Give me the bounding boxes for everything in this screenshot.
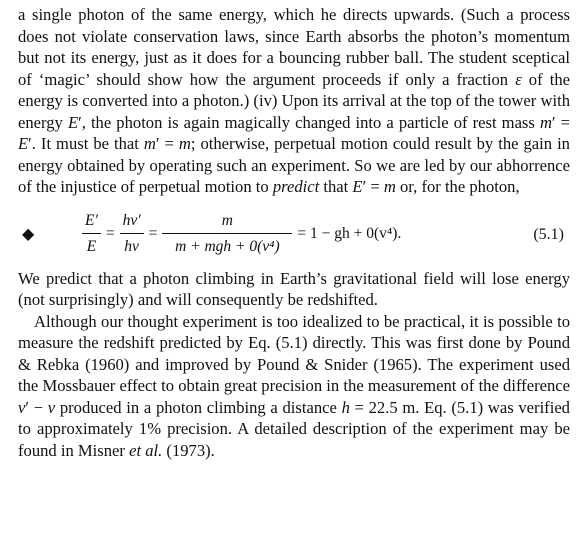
frac2-denominator: hν bbox=[124, 237, 139, 255]
frac3-numerator: m bbox=[162, 210, 292, 234]
fraction-mass-ratio bbox=[162, 210, 292, 257]
equals-sign-1: = bbox=[105, 224, 115, 242]
diamond-bullet-icon: ◆ bbox=[22, 225, 35, 243]
equation-5-1 bbox=[18, 200, 570, 266]
paragraph-prediction: We predict that a photon climbing in Earth’s gravitational field will lose energy (not surprisingly) and will consequently be redshifted. bbox=[18, 268, 570, 309]
equation-body bbox=[80, 204, 404, 264]
paragraph-thought-experiment: a single photon of the same energy, which he directs upwards. (Such a process does not violate conservation laws, since Earth absorbs the photon’s momentum but not its energy, just as it does for a bouncing rubber ball. The student sceptical of ‘magic’ should show how the argument proceeds if only a fraction ε of the energy is converted into a photon.) (iv) Upon its arrival at the top of the tower with energy E′, the photon is again magically changed into a particle of rest mass m′ = E′. It must be that m′ = m; otherwise, perpetual motion could result by the gain in energy obtained by operating such an experiment. So we are led by our abhorrence of the injustice of perpetual motion to predict that E′ = m or, for the photon, bbox=[18, 5, 570, 196]
frac1-numerator: E′ bbox=[82, 210, 101, 234]
equation-rhs: = 1 − gh + 0(v⁴). bbox=[297, 224, 402, 242]
frac3-denominator: m + mgh + 0(v⁴) bbox=[175, 237, 280, 255]
fraction-frequency-ratio bbox=[120, 210, 144, 257]
frac2-numerator: hν′ bbox=[120, 210, 144, 234]
equation-number: (5.1) bbox=[533, 225, 564, 243]
equals-sign-2: = bbox=[148, 224, 158, 242]
book-page bbox=[18, 4, 570, 461]
fraction-energy-ratio bbox=[82, 210, 101, 257]
paragraph-pound-rebka: Although our thought experiment is too idealized to be practical, it is possible to measure the redshift predicted by Eq. (5.1) directly. This was first done by Pound & Rebka (1960) and improved by Pound & Snider (1965). The experiment used the Mossbauer effect to obtain great precision in the measurement of the difference ν′ − ν produced in a photon climbing a distance h = 22.5 m. Eq. (5.1) was verified to approximately 1% precision. A detailed description of the experiment may be found in Misner et al. (1973). bbox=[18, 311, 570, 460]
frac1-denominator: E bbox=[86, 237, 97, 255]
